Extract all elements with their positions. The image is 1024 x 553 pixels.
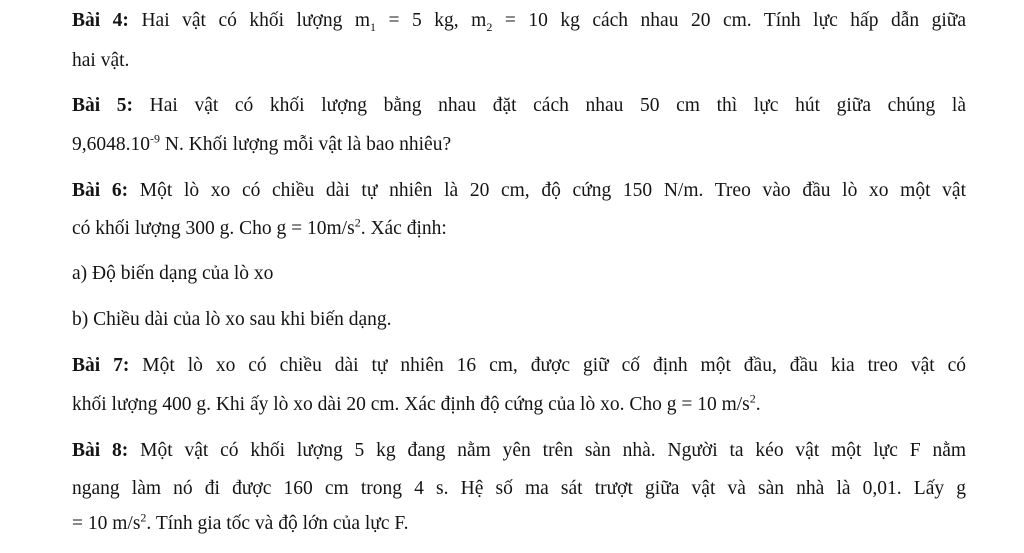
problem-8-label: Bài 8: <box>72 440 129 461</box>
problem-8-text: Một vật có khối lượng 5 kg đang nằm yên trên sàn nhà. Người ta kéo vật một lực F nằm <box>140 440 967 461</box>
problem-7-line-1 <box>72 353 966 379</box>
problem-5-text: Hai vật có khối lượng bằng nhau đặt cách nhau 50 cm thì lực hút giữa chúng là <box>149 95 966 116</box>
problem-7-text: . <box>755 394 761 415</box>
problem-6-text: Một lò xo có chiều dài tự nhiên là 20 cm, độ cứng 150 N/m. Treo vào đầu lò xo một vật <box>139 180 966 201</box>
problem-8-line-1 <box>72 438 966 464</box>
problem-7-text: khối lượng 400 g. Khi ấy lò xo dài 20 cm. Xác định độ cứng của lò xo. Cho g = 10 m/s <box>72 394 750 415</box>
problem-5-line-2 <box>72 132 451 158</box>
problem-5-label: Bài 5: <box>72 95 134 116</box>
problem-6-label: Bài 6: <box>72 180 129 201</box>
problem-6-text: . Xác định: <box>360 218 447 239</box>
problem-7-text: Một lò xo có chiều dài tự nhiên 16 cm, được giữ cố định một đầu, đầu kia treo vật có <box>142 355 967 376</box>
problem-8-text: = 10 m/s <box>72 513 141 534</box>
superscript: -9 <box>150 131 160 146</box>
problem-6-part-b <box>72 307 392 333</box>
problem-5-text: 9,6048.10 <box>72 134 150 155</box>
problem-5-text: N. Khối lượng mỗi vật là bao nhiêu? <box>160 134 452 155</box>
problem-8-line-3 <box>72 511 409 537</box>
problem-8-text: ngang làm nó đi được 160 cm trong 4 s. Hệ số ma sát trượt giữa vật và sàn nhà là 0,01. Lấy g <box>72 478 966 499</box>
problem-4-text: = 10 kg cách nhau 20 cm. Tính lực hấp dẫn giữa <box>492 10 967 31</box>
problem-6-line-1 <box>72 178 966 204</box>
problem-4-text: hai vật. <box>72 50 130 71</box>
problem-6-part-a <box>72 261 273 287</box>
problem-8-line-2 <box>72 476 966 502</box>
problem-4-text: Hai vật có khối lượng m <box>141 10 370 31</box>
problem-4-line-1 <box>72 8 966 34</box>
problem-4-text: = 5 kg, m <box>376 10 487 31</box>
superscript: 2 <box>354 215 361 230</box>
problem-5-line-1 <box>72 93 966 119</box>
problem-4-line-2 <box>72 48 129 74</box>
subscript: 1 <box>370 19 376 34</box>
problem-6-text: có khối lượng 300 g. Cho g = 10m/s <box>72 218 355 239</box>
problem-7-label: Bài 7: <box>72 355 130 376</box>
problem-6-text: b) Chiều dài của lò xo sau khi biến dạng. <box>72 309 392 330</box>
problem-8-text: . Tính gia tốc và độ lớn của lực F. <box>146 513 409 534</box>
problem-7-line-2 <box>72 392 761 418</box>
superscript: 2 <box>749 391 756 406</box>
subscript: 2 <box>486 19 493 34</box>
problem-6-text: a) Độ biến dạng của lò xo <box>72 263 274 284</box>
problem-4-label: Bài 4: <box>72 10 129 31</box>
superscript: 2 <box>140 510 147 525</box>
problem-6-line-2 <box>72 216 447 242</box>
